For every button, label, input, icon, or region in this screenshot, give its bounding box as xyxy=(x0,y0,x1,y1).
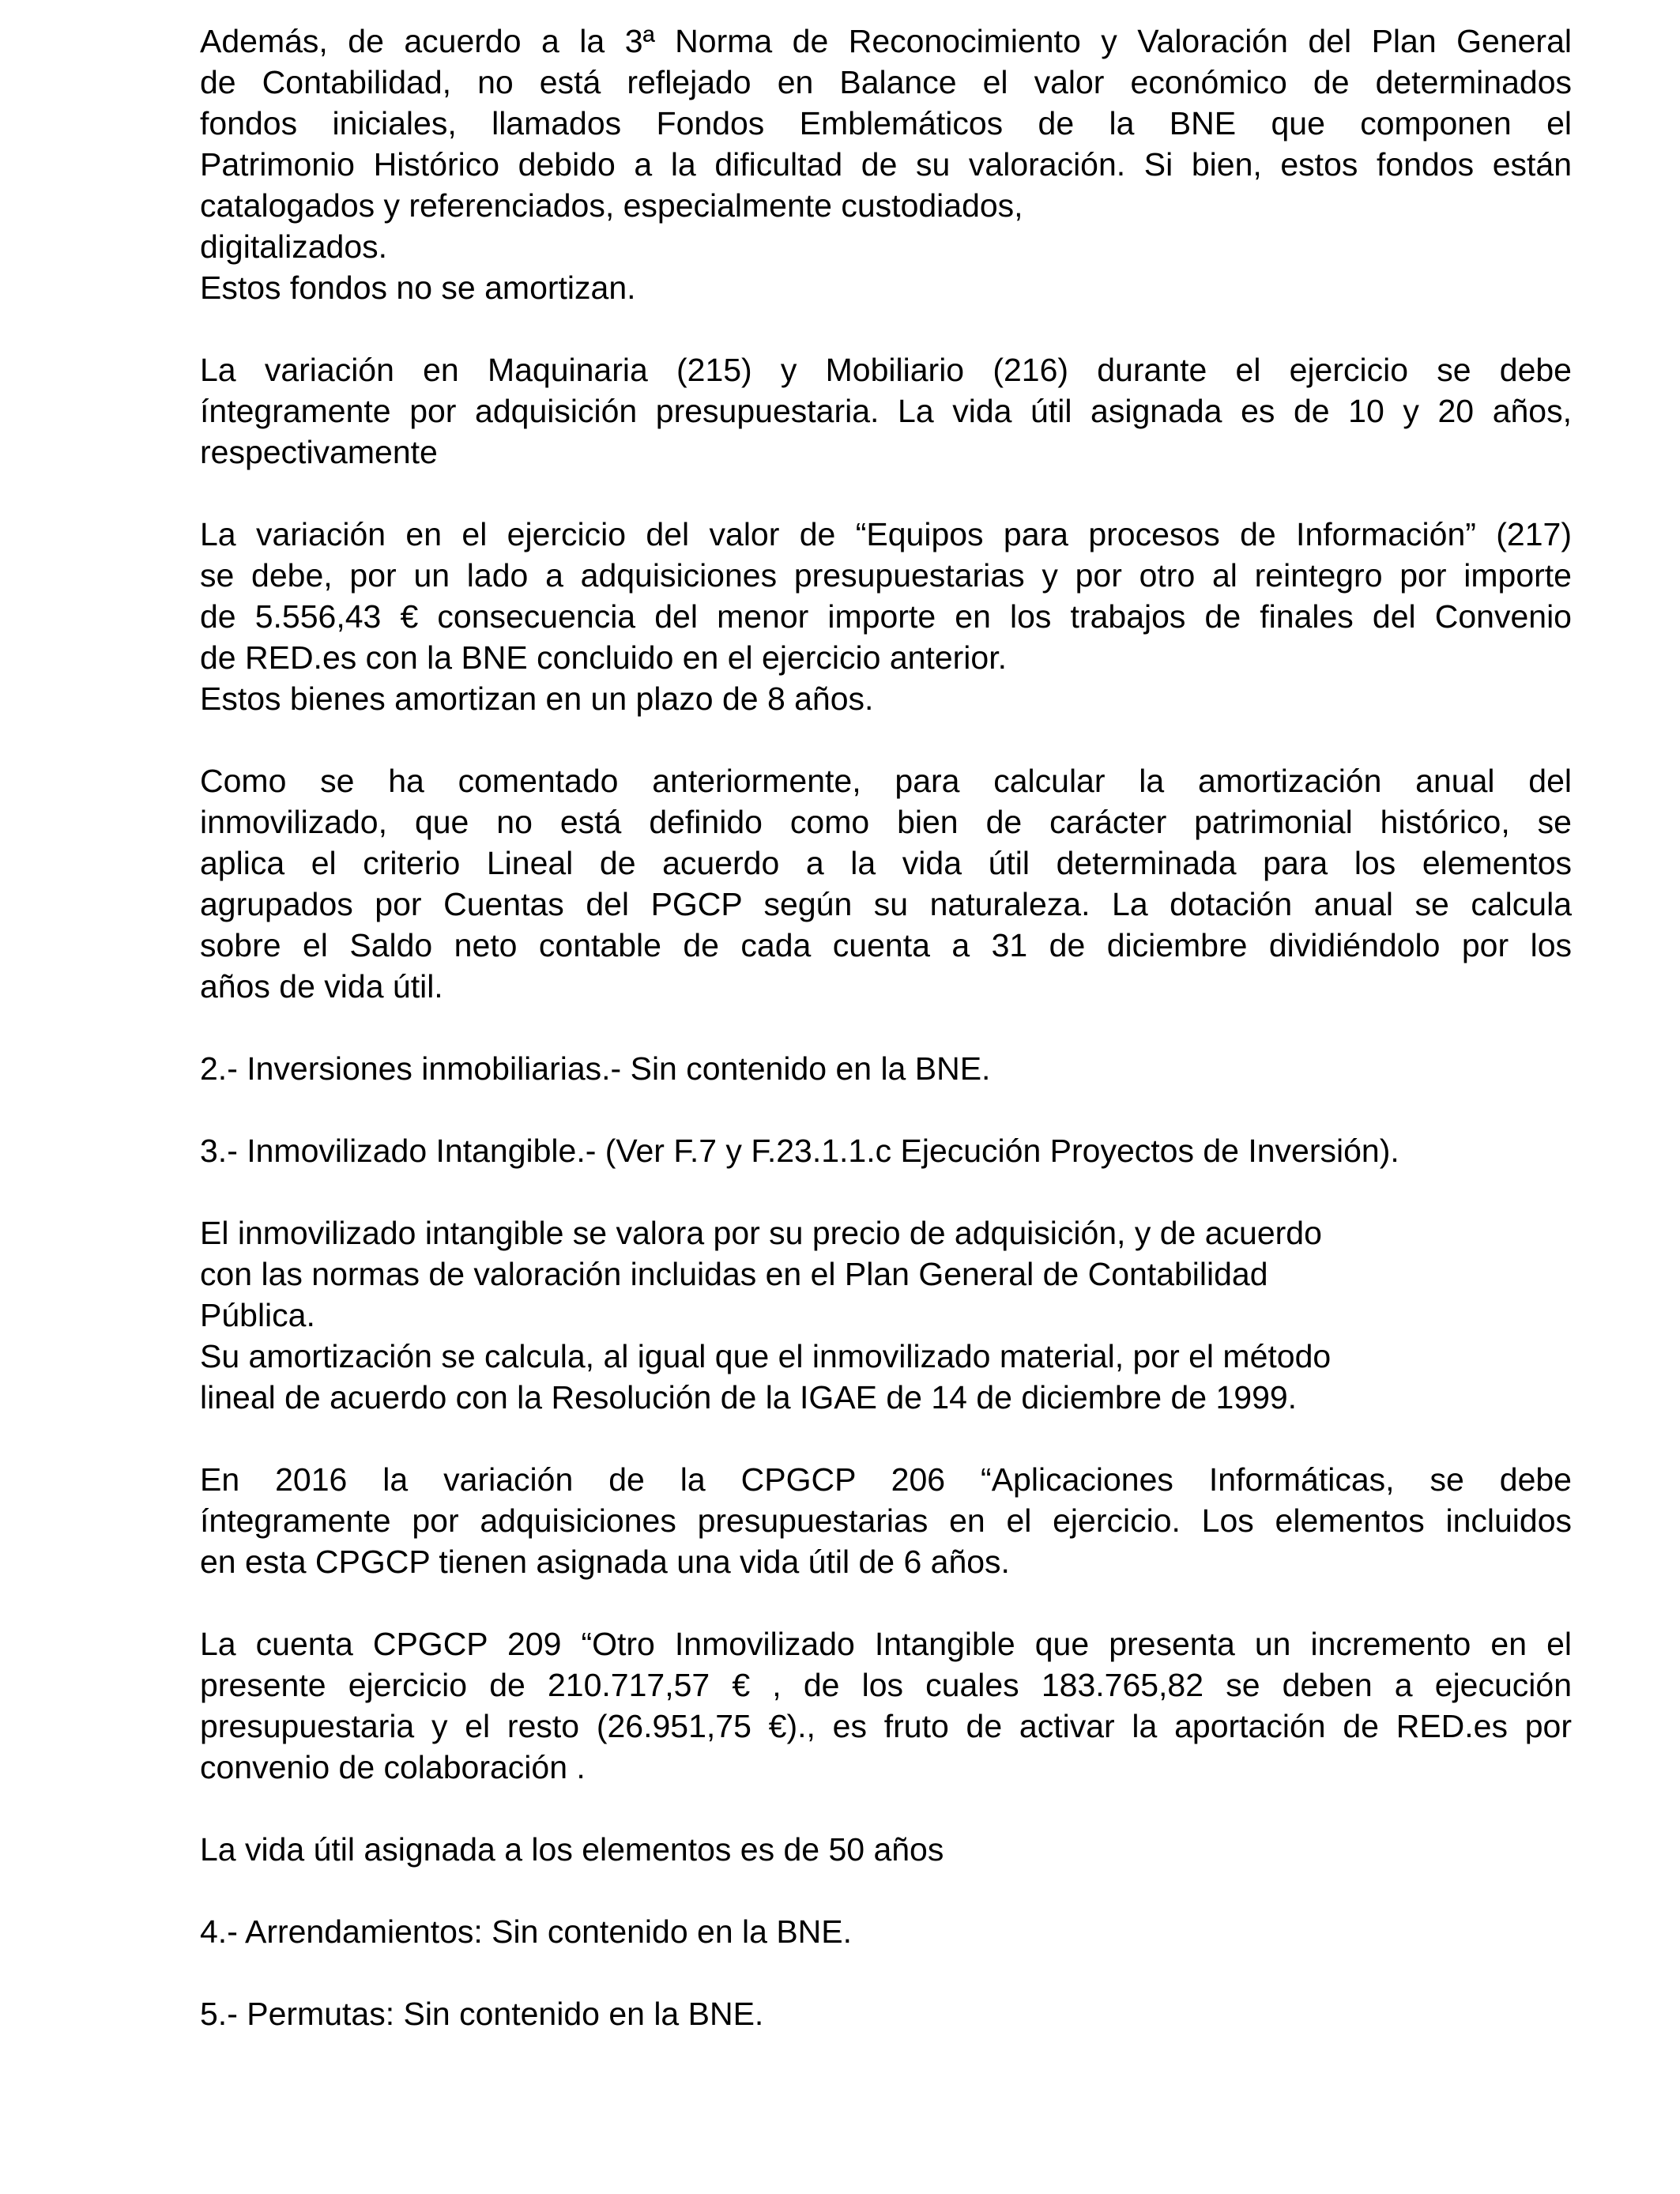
text-line: íntegramente por adquisición presupuestaria. La vida útil asignada es de 10 y 20 años, xyxy=(200,393,1572,429)
paragraph xyxy=(200,1459,1572,1582)
text-line: en esta CPGCP tienen asignada una vida útil de 6 años. xyxy=(200,1544,1010,1580)
text-line: años de vida útil. xyxy=(200,968,443,1005)
text-line: 2.- Inversiones inmobiliarias.- Sin contenido en la BNE. xyxy=(200,1050,991,1087)
text-line: lineal de acuerdo con la Resolución de la IGAE de 14 de diciembre de 1999. xyxy=(200,1379,1298,1416)
text-line: Su amortización se calcula, al igual que el inmovilizado material, por el método xyxy=(200,1338,1332,1374)
text-line: de RED.es con la BNE concluido en el ejercicio anterior. xyxy=(200,639,1007,676)
text-line: Como se ha comentado anteriormente, para calcular la amortización anual del xyxy=(200,763,1572,799)
text-line: La vida útil asignada a los elementos es de 50 años xyxy=(200,1831,944,1868)
paragraph xyxy=(200,1212,1572,1418)
text-line: En 2016 la variación de la CPGCP 206 “Aplicaciones Informáticas, se debe xyxy=(200,1461,1572,1498)
text-line: Además, de acuerdo a la 3ª Norma de Reconocimiento y Valoración del Plan General xyxy=(200,23,1572,59)
text-line: de Contabilidad, no está reflejado en Balance el valor económico de determinados xyxy=(200,64,1572,100)
text-line: 4.- Arrendamientos: Sin contenido en la BNE. xyxy=(200,1913,853,1950)
paragraph xyxy=(200,1048,1572,1089)
paragraph xyxy=(200,1911,1572,1952)
text-line: La variación en Maquinaria (215) y Mobiliario (216) durante el ejercicio se debe xyxy=(200,352,1572,388)
paragraph xyxy=(200,1829,1572,1870)
text-line: La variación en el ejercicio del valor de “Equipos para procesos de Información” (217) xyxy=(200,516,1572,552)
text-line: presente ejercicio de 210.717,57 € , de los cuales 183.765,82 se deben a ejecución xyxy=(200,1667,1572,1703)
text-line: El inmovilizado intangible se valora por su precio de adquisición, y de acuerdo xyxy=(200,1215,1322,1251)
paragraph xyxy=(200,21,1572,308)
text-line: fondos iniciales, llamados Fondos Emblemáticos de la BNE que componen el xyxy=(200,105,1572,141)
paragraph xyxy=(200,760,1572,1007)
text-line: inmovilizado, que no está definido como bien de carácter patrimonial histórico, se xyxy=(200,804,1572,840)
text-line: presupuestaria y el resto (26.951,75 €)., es fruto de activar la aportación de RED.es por xyxy=(200,1708,1572,1744)
paragraph xyxy=(200,514,1572,719)
text-line: respectivamente xyxy=(200,434,438,470)
paragraph xyxy=(200,1130,1572,1171)
paragraph xyxy=(200,1993,1572,2034)
text-line: Estos bienes amortizan en un plazo de 8 años. xyxy=(200,680,874,717)
paragraph xyxy=(200,1623,1572,1788)
text-line: de 5.556,43 € consecuencia del menor importe en los trabajos de finales del Convenio xyxy=(200,598,1572,635)
text-line: 3.- Inmovilizado Intangible.- (Ver F.7 y F.23.1.1.c Ejecución Proyectos de Inversión). xyxy=(200,1133,1399,1169)
text-line: catalogados y referenciados, especialmente custodiados, xyxy=(200,187,1023,224)
text-line: digitalizados. xyxy=(200,228,388,265)
text-line: con las normas de valoración incluidas en el Plan General de Contabilidad xyxy=(200,1256,1268,1292)
paragraph xyxy=(200,349,1572,473)
text-line: sobre el Saldo neto contable de cada cuenta a 31 de diciembre dividiéndolo por los xyxy=(200,927,1572,963)
text-line: agrupados por Cuentas del PGCP según su naturaleza. La dotación anual se calcula xyxy=(200,886,1572,922)
text-line: aplica el criterio Lineal de acuerdo a la vida útil determinada para los elementos xyxy=(200,845,1572,881)
text-line: se debe, por un lado a adquisiciones presupuestarias y por otro al reintegro por importe xyxy=(200,557,1572,594)
text-line: Patrimonio Histórico debido a la dificultad de su valoración. Si bien, estos fondos están xyxy=(200,146,1572,183)
document-page xyxy=(200,21,1572,2075)
text-line: La cuenta CPGCP 209 “Otro Inmovilizado Intangible que presenta un incremento en el xyxy=(200,1626,1572,1662)
text-line: Pública. xyxy=(200,1297,315,1333)
text-line: 5.- Permutas: Sin contenido en la BNE. xyxy=(200,1996,764,2032)
text-line: Estos fondos no se amortizan. xyxy=(200,270,636,306)
text-line: íntegramente por adquisiciones presupuestarias en el ejercicio. Los elementos incluidos xyxy=(200,1502,1572,1539)
text-line: convenio de colaboración . xyxy=(200,1749,586,1785)
